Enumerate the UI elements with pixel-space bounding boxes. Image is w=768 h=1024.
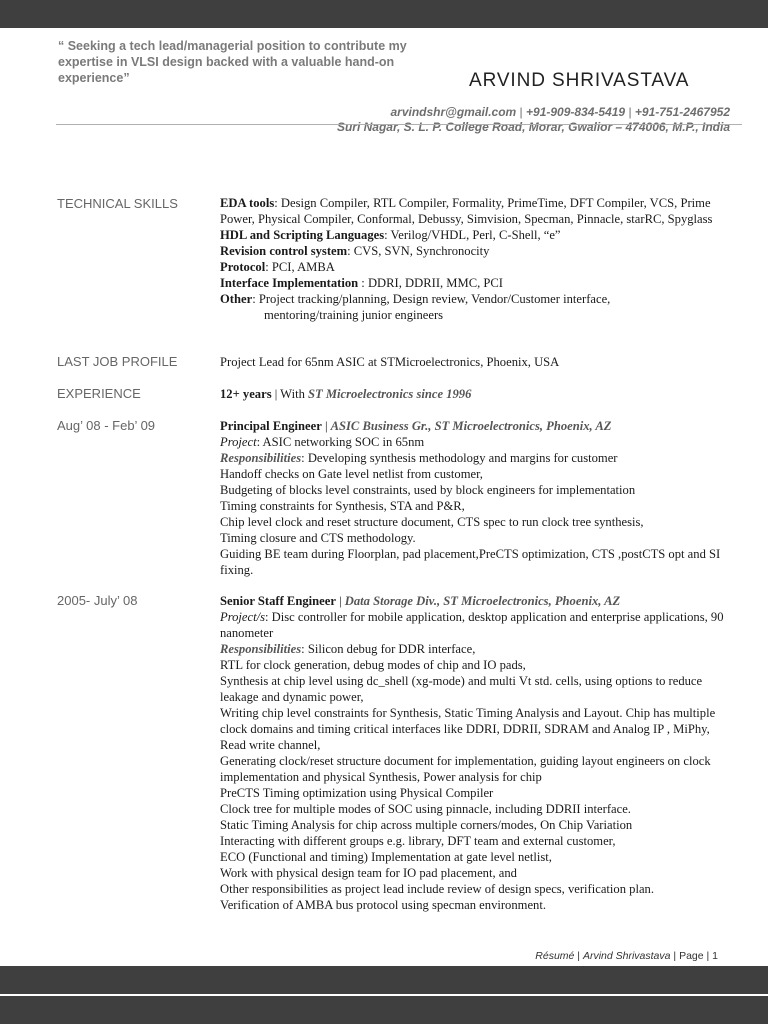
technical-skills-label: TECHNICAL SKILLS xyxy=(57,196,178,211)
page-footer: Résumé | Arvind Shrivastava | Page | 1 xyxy=(535,950,718,962)
responsibility-line: Handoff checks on Gate level netlist from customer, xyxy=(220,467,483,481)
responsibility-line: RTL for clock generation, debug modes of chip and IO pads, xyxy=(220,658,526,672)
skill-item: Revision control system: CVS, SVN, Synchronocity xyxy=(220,244,490,258)
responsibility-line: Writing chip level constraints for Synthesis, Static Timing Analysis and Layout. Chip has multiple clock domains and timing critical interfaces like DDRI, DDRII, SDRAM and Analog IP , MiPhy, Read write channel, xyxy=(220,706,716,752)
job-org: ASIC Business Gr., ST Microelectronics, Phoenix, AZ xyxy=(330,419,612,433)
responsibility-line: Interacting with different groups e.g. library, DFT team and external customer, xyxy=(220,834,616,848)
objective-statement: “ Seeking a tech lead/managerial position to contribute my expertise in VLSI design backed with a valuable hand-on experience” xyxy=(58,39,407,85)
skill-item: Protocol: PCI, AMBA xyxy=(220,260,335,274)
phone-secondary: +91-751-2467952 xyxy=(634,105,730,119)
responsibility-line: Timing constraints for Synthesis, STA and P&R, xyxy=(220,499,465,513)
responsibility-line: Budgeting of blocks level constraints, used by block engineers for implementation xyxy=(220,483,636,497)
responsibility-line: Clock tree for multiple modes of SOC using pinnacle, including DDRII interface. xyxy=(220,802,631,816)
candidate-name: ARVIND SHRIVASTAVA xyxy=(469,70,690,91)
bottom-bar xyxy=(0,966,768,994)
job-entry: Senior Staff Engineer | Data Storage Div., ST Microelectronics, Phoenix, AZ Project/s: Disc controller for mobile application, desktop application and enterprise applications, 90 nanometer Responsibilities: Silicon debug for DDR interface, RTL for clock generation, debug modes of chip and IO pads, Synthesis at chip level using dc_shell (xg-mode) and multi Vt std. cells, using options to reduce leakage and dynamic power, Writing chip level constraints for Synthesis, Static Timing Analysis and Layout. Chip has multiple clock domains and timing critical interfaces like DDRI, DDRII, SDRAM and Analog IP , MiPhy, Read write channel, Generating clock/reset structure document for implementation, guiding layout engineers on clock implementation and physical Synthesis, Power analysis for chip PreCTS Timing optimization using Physical Compiler Clock tree for multiple modes of SOC using pinnacle, including DDRII interface. Static Timing Analysis for chip across multiple corners/modes, On Chip Variation Interacting with different groups e.g. library, DFT team and external customer, ECO (Functional and timing) Implementation at gate level netlist, Work with physical design team for IO pad placement, and Other responsibilities as project lead include review of design specs, verification plan. Verification of AMBA bus protocol using specman environment. xyxy=(220,593,730,913)
experience-company: ST Microelectronics since 1996 xyxy=(308,387,472,401)
responsibility-line: ECO (Functional and timing) Implementation at gate level netlist, xyxy=(220,850,552,864)
skill-item: Other: Project tracking/planning, Design review, Vendor/Customer interface, xyxy=(220,292,611,306)
job-entry: Principal Engineer | ASIC Business Gr., ST Microelectronics, Phoenix, AZ Project: ASIC networking SOC in 65nm Responsibilities: Developing synthesis methodology and margins for customer Handoff checks on Gate level netlist from customer, Budgeting of blocks level constraints, used by block engineers for implementation Timing constraints for Synthesis, STA and P&R, Chip level clock and reset structure document, CTS spec to run clock tree synthesis, Timing closure and CTS methodology. Guiding BE team during Floorplan, pad placement,PreCTS optimization, CTS ,postCTS opt and SI fixing. xyxy=(220,418,730,578)
job-title: Principal Engineer xyxy=(220,419,322,433)
skill-item: Interface Implementation : DDRI, DDRII, MMC, PCI xyxy=(220,276,503,290)
top-bar xyxy=(0,0,768,28)
email-link[interactable]: arvindshr@gmail.com xyxy=(390,105,517,119)
responsibility-line: Timing closure and CTS methodology. xyxy=(220,531,416,545)
job-dates: 2005- July’ 08 xyxy=(57,593,138,608)
skill-item: EDA tools: Design Compiler, RTL Compiler, Formality, PrimeTime, DFT Compiler, VCS, Prime Power, Physical Compiler, Conformal, Debussy, Simvision, Specman, Pinnacle, starRC, Spyglass xyxy=(220,196,713,226)
last-job-label: LAST JOB PROFILE xyxy=(57,354,178,369)
phone-primary: +91-909-834-5419 xyxy=(526,105,626,119)
job-dates: Aug’ 08 - Feb’ 09 xyxy=(57,418,156,433)
experience-summary: 12+ years | With ST Microelectronics since 1996 xyxy=(220,387,472,401)
responsibility-line: Synthesis at chip level using dc_shell (xg-mode) and multi Vt std. cells, using options to reduce leakage and dynamic power, xyxy=(220,674,703,704)
technical-skills-content xyxy=(220,195,730,323)
responsibility-line: Verification of AMBA bus protocol using specman environment. xyxy=(220,898,546,912)
footer-page-label: Page xyxy=(679,950,704,962)
responsibility-line: Static Timing Analysis for chip across multiple corners/modes, On Chip Variation xyxy=(220,818,633,832)
skill-item: HDL and Scripting Languages: Verilog/VHDL, Perl, C-Shell, “e” xyxy=(220,228,561,242)
responsibility-line: Chip level clock and reset structure document, CTS spec to run clock tree synthesis, xyxy=(220,515,644,529)
skill-item-continuation: mentoring/training junior engineers xyxy=(264,308,444,322)
last-job-text: Project Lead for 65nm ASIC at STMicroelectronics, Phoenix, USA xyxy=(220,355,560,369)
footer-name: Arvind Shrivastava xyxy=(582,950,671,962)
header-divider xyxy=(56,124,742,125)
responsibility-line: Other responsibilities as project lead include review of design specs, verification plan. xyxy=(220,882,654,896)
responsibility-line: Guiding BE team during Floorplan, pad placement,PreCTS optimization, CTS ,postCTS opt and SI fixing. xyxy=(220,547,721,577)
footer-resume: Résumé xyxy=(535,950,575,962)
bottom-bar xyxy=(0,996,768,1024)
footer-page-number: 1 xyxy=(712,950,718,962)
responsibility-line: PreCTS Timing optimization using Physical Compiler xyxy=(220,786,494,800)
address: Suri Nagar, S. L. P. College Road, Morar, Gwalior – 474006, M.P., India xyxy=(336,120,730,134)
job-title: Senior Staff Engineer xyxy=(220,594,336,608)
experience-years: 12+ years xyxy=(220,387,272,401)
experience-label: EXPERIENCE xyxy=(57,386,141,401)
contact-info: arvindshr@gmail.com | +91-909-834-5419 | +91-751-2467952 Suri Nagar, S. L. P. College Road, Morar, Gwalior – 474006, M.P., India xyxy=(336,105,730,134)
responsibility-line: Work with physical design team for IO pad placement, and xyxy=(220,866,517,880)
responsibility-line: Generating clock/reset structure document for implementation, guiding layout engineers on clock implementation and physical Synthesis, Power analysis for chip xyxy=(220,754,711,784)
job-org: Data Storage Div., ST Microelectronics, Phoenix, AZ xyxy=(344,594,621,608)
